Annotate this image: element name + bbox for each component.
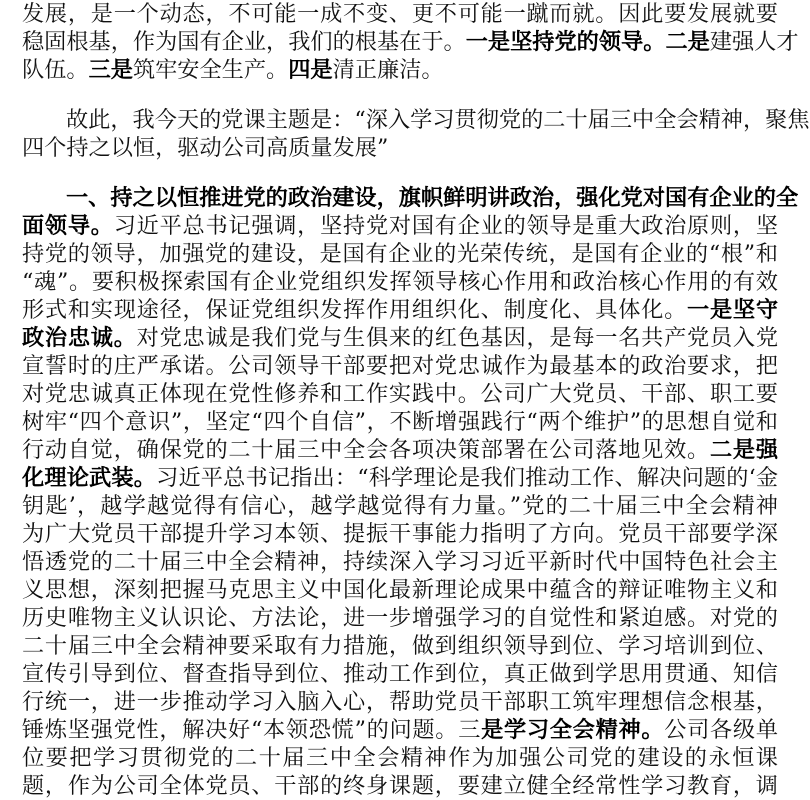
main-line-4: “魂”。要积极探索国有企业党组织发挥领导核心作用和政治核心作用的有效 — [22, 269, 778, 295]
main-line-13: 为广大党员干部提升学习本领、提振干事能力指明了方向。党员干部要学深 — [22, 521, 778, 547]
main-line-14: 悟透党的二十届三中全会精神，持续深入学习习近平新时代中国特色社会主 — [22, 549, 778, 575]
main-line-19: 行统一，进一步推动学习入脑入心，帮助党员干部职工筑牢理想信念根基， — [22, 689, 778, 715]
main-line-20: 锤炼坚强党性，解决好“本领恐慌”的问题。三是学习全会精神。公司各级单 — [22, 717, 779, 743]
main-line-8: 对党忠诚真正体现在党性修养和工作实践中。公司广大党员、干部、职工要 — [22, 381, 778, 407]
intro-line-2: 稳固根基，作为国有企业，我们的根基在于。一是坚持党的领导。二是建强人才 — [22, 29, 799, 55]
main-line-22: 题，作为公司全体党员、干部的终身课题，要建立健全经常性学习教育，调 — [22, 773, 778, 799]
main-line-2: 面领导。习近平总书记强调，坚持党对国有企业的领导是重大政治原则，坚 — [22, 213, 779, 239]
main-line-11: 化理论武装。习近平总书记指出：“科学理论是我们推动工作、解决问题的‘金 — [22, 465, 779, 491]
main-line-1: 一、持之以恒推进党的政治建设，旗帜鲜明讲政治，强化党对国有企业的全 — [66, 185, 799, 211]
theme-line-2: 四个持之以恒，驱动公司高质量发展” — [22, 135, 389, 161]
main-line-10: 行动自觉，确保党的二十届三中全会各项决策部署在公司落地见效。二是强 — [22, 437, 779, 463]
main-line-18: 宣传引导到位、督查指导到位、推动工作到位，真正做到学思用贯通、知信 — [22, 661, 778, 687]
main-line-21: 位要把学习贯彻党的二十届三中全会精神作为加强公司党的建设的永恒课 — [22, 745, 778, 771]
main-line-15: 义思想，深刻把握马克思主义中国化最新理论成果中蕴含的辩证唯物主义和 — [22, 577, 778, 603]
main-line-7: 宣誓时的庄严承诺。公司领导干部要把对党忠诚作为最基本的政治要求，把 — [22, 353, 778, 379]
intro-line-3: 队伍。三是筑牢安全生产。四是清正廉洁。 — [22, 57, 444, 83]
main-line-9: 树牢“四个意识”，坚定“四个自信”，不断增强践行“两个维护”的思想自觉和 — [22, 409, 778, 435]
main-line-17: 二十届三中全会精神要采取有力措施，做到组织领导到位、学习培训到位、 — [22, 633, 778, 659]
theme-line-1: 故此，我今天的党课主题是：“深入学习贯彻党的二十届三中全会精神，聚焦 — [66, 107, 810, 133]
main-line-3: 持党的领导，加强党的建设，是国有企业的光荣传统，是国有企业的“根”和 — [22, 241, 778, 267]
main-line-5: 形式和实现途径，保证党组织发挥作用组织化、制度化、具体化。一是坚守 — [22, 297, 779, 323]
intro-line-1: 发展，是一个动态，不可能一成不变、更不可能一蹴而就。因此要发展就要 — [22, 1, 778, 27]
main-line-6: 政治忠诚。对党忠诚是我们党与生俱来的红色基因，是每一名共产党员入党 — [22, 325, 779, 351]
main-line-16: 历史唯物主义认识论、方法论，进一步增强学习的自觉性和紧迫感。对党的 — [22, 605, 778, 631]
main-line-12: 钥匙’，越学越觉得有信心，越学越觉得有力量。”党的二十届三中全会精神 — [22, 493, 778, 519]
